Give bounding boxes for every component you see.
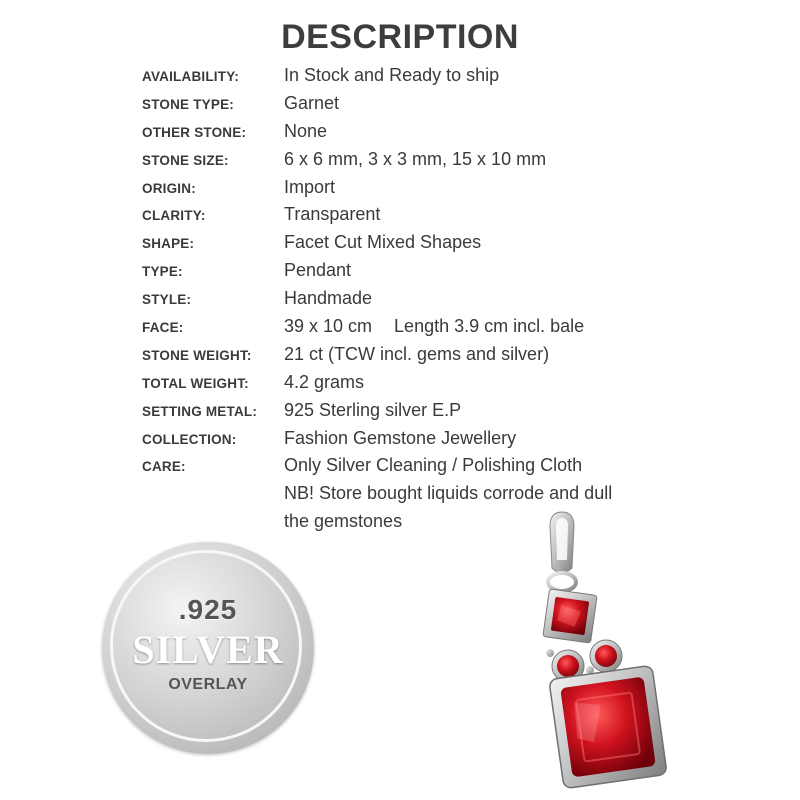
spec-value bbox=[284, 313, 684, 341]
care-line: NB! Store bought liquids corrode and dull bbox=[284, 483, 613, 504]
spec-row bbox=[142, 452, 702, 532]
spec-label: ORIGIN: bbox=[142, 180, 196, 196]
spec-label: STONE WEIGHT: bbox=[142, 347, 252, 363]
badge-overlay: OVERLAY bbox=[168, 676, 248, 693]
badge-purity: .925 bbox=[178, 594, 238, 625]
care-line: Only Silver Cleaning / Polishing Cloth bbox=[284, 455, 583, 476]
spec-value: Garnet bbox=[284, 92, 340, 113]
spec-label: TYPE: bbox=[142, 264, 183, 280]
page-title: DESCRIPTION bbox=[281, 18, 519, 56]
garnet-rectangle-stone bbox=[560, 677, 656, 778]
spec-row bbox=[142, 90, 702, 118]
spec-label: STONE SIZE: bbox=[142, 152, 229, 168]
spec-label: CARE: bbox=[142, 459, 186, 475]
spec-label: OTHER STONE: bbox=[142, 124, 247, 140]
silver-overlay-badge bbox=[102, 542, 314, 754]
spec-row bbox=[142, 201, 702, 229]
spec-row bbox=[142, 174, 702, 202]
spec-row bbox=[142, 146, 702, 174]
spec-row bbox=[142, 341, 702, 369]
spec-label: SETTING METAL: bbox=[142, 403, 258, 419]
care-line: the gemstones bbox=[284, 511, 403, 532]
spec-row bbox=[142, 62, 702, 90]
spec-value: Transparent bbox=[284, 204, 381, 225]
spec-row bbox=[142, 425, 702, 453]
spec-row bbox=[142, 397, 702, 425]
spec-label: CLARITY: bbox=[142, 208, 206, 224]
spec-label: COLLECTION: bbox=[142, 431, 237, 447]
spec-value: Import bbox=[284, 176, 336, 197]
spec-label: FACE: bbox=[142, 320, 184, 336]
spec-row bbox=[142, 118, 702, 146]
spec-row bbox=[142, 257, 702, 285]
garnet-pendant-image bbox=[520, 508, 670, 790]
spec-row bbox=[142, 229, 702, 257]
garnet-round-stone bbox=[595, 645, 617, 667]
garnet-round-stone bbox=[557, 655, 579, 677]
spec-label: STONE TYPE: bbox=[142, 96, 234, 112]
spec-value: 4.2 grams bbox=[284, 371, 365, 392]
spec-value: Pendant bbox=[284, 260, 352, 281]
spec-label: TOTAL WEIGHT: bbox=[142, 375, 249, 391]
spec-label: SHAPE: bbox=[142, 236, 195, 252]
spec-value: 925 Sterling silver E.P bbox=[284, 399, 462, 420]
spec-value: 21 ct (TCW incl. gems and silver) bbox=[284, 343, 550, 364]
face-size: 39 x 10 cm bbox=[284, 316, 373, 337]
spec-label: STYLE: bbox=[142, 292, 192, 308]
badge-silver: SILVER bbox=[132, 627, 284, 672]
spec-label: AVAILABILITY: bbox=[142, 69, 240, 84]
spec-list bbox=[142, 62, 702, 532]
spec-row bbox=[142, 313, 702, 341]
pendant-jump-ring bbox=[548, 573, 576, 591]
spec-row bbox=[142, 285, 702, 313]
spec-value: In Stock and Ready to ship bbox=[284, 65, 500, 85]
spec-value: Handmade bbox=[284, 288, 373, 309]
spec-value: Facet Cut Mixed Shapes bbox=[284, 232, 482, 253]
face-length: Length 3.9 cm incl. bale bbox=[394, 316, 585, 337]
spec-value: 6 x 6 mm, 3 x 3 mm, 15 x 10 mm bbox=[284, 148, 547, 169]
spec-value: None bbox=[284, 120, 328, 141]
spec-row bbox=[142, 369, 702, 397]
spec-value: Fashion Gemstone Jewellery bbox=[284, 427, 517, 448]
